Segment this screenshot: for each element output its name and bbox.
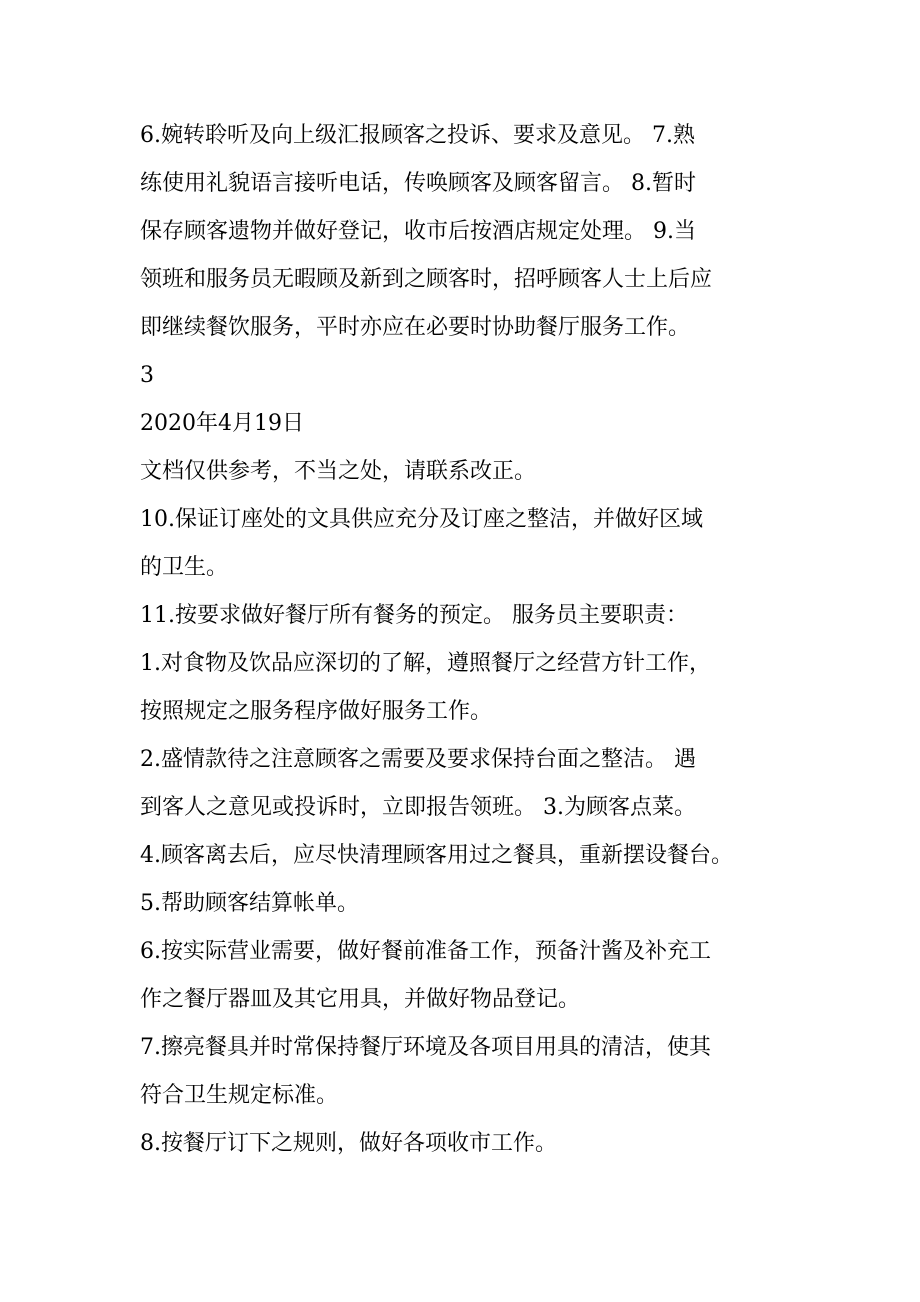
- text-line: 7.擦亮餐具并时常保持餐厅环境及各项目用具的清洁，使其: [140, 1035, 711, 1060]
- text-line: 1.对食物及饮品应深切的了解，遵照餐厅之经营方针工作，: [140, 651, 711, 676]
- text-line: 6.按实际营业需要，做好餐前准备工作，预备汁酱及补充工: [140, 939, 711, 964]
- document-date: 2020年4月19日: [140, 411, 304, 436]
- text-line: 作之餐厅器皿及其它用具，并做好物品登记。: [140, 987, 581, 1012]
- text-line: 练使用礼貌语言接听电话，传唤顾客及顾客留言。 8.暂时: [140, 171, 696, 196]
- text-line: 4.顾客离去后，应尽快清理顾客用过之餐具，重新摆设餐台。: [140, 843, 733, 868]
- text-line: 5.帮助顾客结算帐单。: [140, 891, 359, 916]
- text-line: 2.盛情款待之注意顾客之需要及要求保持台面之整洁。 遇: [140, 747, 696, 772]
- text-line: 的卫生。: [140, 555, 229, 580]
- text-line: 到客人之意见或投诉时，立即报告领班。 3.为顾客点菜。: [140, 795, 696, 820]
- document-page: [140, 112, 800, 1168]
- text-line: 11.按要求做好餐厅所有餐务的预定。 服务员主要职责：: [140, 603, 688, 628]
- text-line: 按照规定之服务程序做好服务工作。: [140, 699, 493, 724]
- text-line: 6.婉转聆听及向上级汇报顾客之投诉、要求及意见。 7.熟: [140, 123, 695, 148]
- text-line: 8.按餐厅订下之规则，做好各项收市工作。: [140, 1131, 557, 1156]
- text-line: 即继续餐饮服务，平时亦应在必要时协助餐厅服务工作。: [140, 315, 691, 340]
- text-line: 领班和服务员无暇顾及新到之顾客时，招呼顾客人士上后应: [140, 267, 713, 292]
- page-number: 3: [140, 363, 154, 388]
- text-line: 保存顾客遗物并做好登记，收市后按酒店规定处理。 9.当: [140, 219, 696, 244]
- text-line: 10.保证订座处的文具供应充分及订座之整洁，并做好区域: [140, 507, 703, 532]
- text-line: 符合卫生规定标准。: [140, 1083, 339, 1108]
- disclaimer: 文档仅供参考，不当之处，请联系改正。: [140, 459, 537, 484]
